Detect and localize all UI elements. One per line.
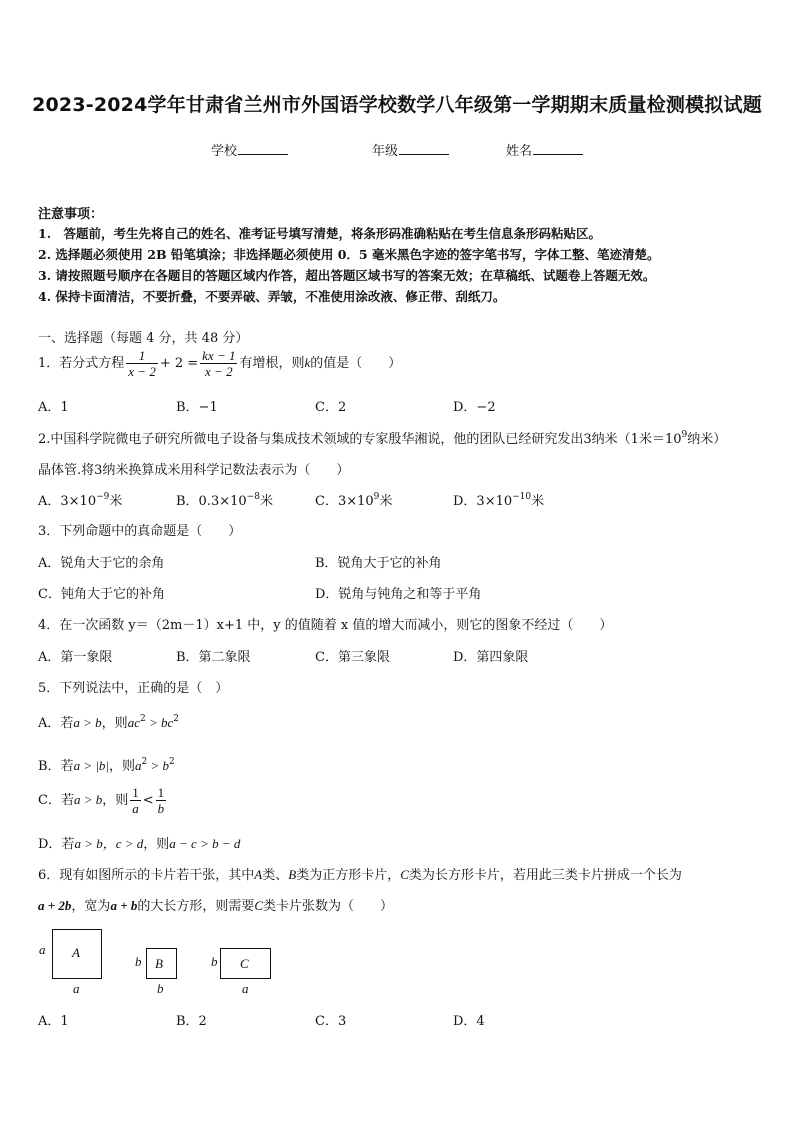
card-c-side-label: b <box>211 954 218 969</box>
q6-text-1: 6．现有如图所示的卡片若干张，其中 <box>38 868 255 883</box>
q5-b-result-2: > b <box>147 758 170 773</box>
q6-option-c[interactable]: C．3 <box>315 1014 347 1029</box>
q3-option-b[interactable]: B．锐角大于它的补角 <box>315 556 442 571</box>
q6-option-b[interactable]: B．2 <box>176 1014 207 1029</box>
q2-option-b[interactable] <box>176 490 273 509</box>
q2-d-base: D．3×10 <box>453 494 513 509</box>
q5-d-then: ，则 <box>143 837 170 852</box>
card-b-label: B <box>155 956 163 971</box>
q5-a-prefix: A．若 <box>38 716 74 731</box>
grade-blank[interactable] <box>399 142 449 155</box>
q6-card-a-ref: A <box>254 867 263 882</box>
q1-frac1-numerator: 1 <box>126 348 158 364</box>
name-field[interactable] <box>506 140 583 159</box>
q1-suffix-2: 的值是（ ） <box>310 356 402 371</box>
q5-c-fraction-1 <box>130 785 141 816</box>
card-a-bottom-label: a <box>73 981 80 996</box>
q5-b-condition: a > |b| <box>73 758 109 773</box>
q2-d-exponent: −10 <box>512 492 532 502</box>
q5-c-less-than: < <box>142 793 154 808</box>
q5-c-den-1: a <box>132 801 139 816</box>
q1-option-c[interactable]: C．2 <box>315 400 347 415</box>
school-field[interactable] <box>211 140 288 159</box>
q5-c-den-2: b <box>157 801 165 816</box>
q5-c-then: ，则 <box>102 793 129 808</box>
notes-title: 注意事项： <box>38 207 104 222</box>
q6-card-c-ref-2: C <box>254 898 264 913</box>
q2-b-exponent: −8 <box>246 492 260 502</box>
q6-text-6: 的大长方形，则需要 <box>137 899 255 914</box>
q1-frac2-numerator: kx − 1 <box>202 348 236 363</box>
card-b-side-label: b <box>135 954 142 969</box>
q1-option-a[interactable]: A．1 <box>38 400 69 415</box>
q1-mid: + 2 = <box>159 356 199 371</box>
q2-exponent: 9 <box>681 430 688 440</box>
q5-a-result-2: > bc <box>145 715 174 730</box>
note-item: 4. 保持卡面清洁，不要折叠，不要弄破、弄皱，不准使用涂改液、修正带、刮纸刀。 <box>38 289 506 304</box>
q2-a-exponent: −9 <box>96 492 110 502</box>
q2-option-a[interactable] <box>38 490 122 509</box>
q5-b-exp-1: 2 <box>141 757 148 767</box>
q5-d-condition: a > b，c > d <box>74 836 144 851</box>
q5-option-c[interactable] <box>38 785 168 816</box>
note-item: 3. 请按照题号顺序在各题目的答题区域内作答，超出答题区域书写的答案无效；在草稿纸、试题卷上答题无效。 <box>38 268 656 283</box>
q1-fraction-1 <box>126 348 158 379</box>
q4-option-b[interactable]: B．第二象限 <box>176 650 251 665</box>
q1-frac1-denominator: x − 2 <box>128 364 156 379</box>
grade-label: 年级 <box>372 144 399 159</box>
name-label: 姓名 <box>506 144 533 159</box>
q5-option-d[interactable] <box>38 833 240 852</box>
q3-option-c[interactable]: C．钝角大于它的补角 <box>38 587 165 602</box>
card-a-side-label: a <box>39 942 46 957</box>
q6-card-b-ref: B <box>288 867 297 882</box>
q2-c-exponent: 9 <box>373 492 380 502</box>
q1-option-b[interactable]: B．−1 <box>176 400 218 415</box>
card-c-bottom-label: a <box>242 981 249 996</box>
section-heading: 一、选择题（每题 4 分，共 48 分） <box>38 331 249 346</box>
question-2-line-1 <box>38 428 726 447</box>
q3-option-d[interactable]: D．锐角与钝角之和等于平角 <box>315 587 482 602</box>
q5-c-fraction-2 <box>156 785 167 816</box>
q6-width-expr: a + b <box>110 898 138 913</box>
grade-field[interactable] <box>372 140 449 159</box>
q4-option-a[interactable]: A．第一象限 <box>38 650 113 665</box>
card-a-label: A <box>72 945 80 960</box>
q4-option-c[interactable]: C．第三象限 <box>315 650 390 665</box>
q5-option-a[interactable] <box>38 712 179 731</box>
note-item: 1. 答题前，考生先将自己的姓名、准考证号填写清楚，将条形码准确粘贴在考生信息条形码粘贴区。 <box>38 226 602 241</box>
q5-option-b[interactable] <box>38 755 175 774</box>
q5-d-prefix: D．若 <box>38 837 75 852</box>
q5-a-result: ac <box>127 715 140 730</box>
q6-option-a[interactable]: A．1 <box>38 1014 69 1029</box>
q1-prefix: 1．若分式方程 <box>38 356 125 371</box>
q5-b-result: a <box>135 758 142 773</box>
q2-option-d[interactable] <box>453 490 544 509</box>
q2-b-base: B．0.3×10 <box>176 494 247 509</box>
q5-a-exp-1: 2 <box>139 714 146 724</box>
q5-b-exp-2: 2 <box>169 757 175 767</box>
q5-c-condition: a > b <box>73 792 103 807</box>
q6-text-3: 类为正方形卡片， <box>296 868 401 883</box>
school-label: 学校 <box>211 144 238 159</box>
q6-length-expr: a + 2b <box>38 898 72 913</box>
question-5: 5．下列说法中，正确的是（ ） <box>38 681 229 696</box>
q5-d-result: a − c > b − d <box>169 836 241 851</box>
q2-a-base: A．3×10 <box>38 494 97 509</box>
q1-frac2-denominator: x − 2 <box>205 364 233 379</box>
question-4: 4．在一次函数 y＝（2m－1）x+1 中，y 的值随着 x 值的增大而减小，则它的图象不经过（ ） <box>38 618 613 633</box>
q6-option-d[interactable]: D．4 <box>453 1014 485 1029</box>
question-3: 3．下列命题中的真命题是（ ） <box>38 524 242 539</box>
question-6-line-2 <box>38 895 393 914</box>
school-blank[interactable] <box>238 142 288 155</box>
q5-b-then: ，则 <box>108 759 135 774</box>
question-6-line-1 <box>38 864 682 883</box>
q2-a-unit: 米 <box>109 494 123 509</box>
q5-b-prefix: B．若 <box>38 759 74 774</box>
q5-a-then: ，则 <box>101 716 128 731</box>
q1-fraction-2 <box>200 348 237 379</box>
q5-a-condition: a > b <box>73 715 102 730</box>
q2-c-base: C．3×10 <box>315 494 374 509</box>
q6-text-4: 类为长方形卡片，若用此三类卡片拼成一个长为 <box>408 868 682 883</box>
name-blank[interactable] <box>533 142 583 155</box>
q6-text-2: 类、 <box>262 868 289 883</box>
q1-variable: k <box>304 355 311 370</box>
q5-c-num-2: 1 <box>157 785 165 800</box>
q2-c-unit: 米 <box>379 494 393 509</box>
question-2-line-2: 晶体管.将3纳米换算成米用科学记数法表示为（ ） <box>38 463 350 478</box>
page-title: 2023-2024学年甘肃省兰州市外国语学校数学八年级第一学期期末质量检测模拟试题 <box>32 94 762 116</box>
question-1 <box>38 348 401 379</box>
card-c-label: C <box>240 956 249 971</box>
q5-c-num-1: 1 <box>132 785 139 800</box>
q2-text-end: 纳米） <box>687 432 727 447</box>
note-item: 2. 选择题必须使用 2B 铅笔填涂；非选择题必须使用 0．5 毫米黑色字迹的签字笔书写，字体工整、笔迹清楚。 <box>38 247 660 262</box>
q4-option-d[interactable]: D．第四象限 <box>453 650 529 665</box>
q6-text-5: ，宽为 <box>71 899 111 914</box>
q2-d-unit: 米 <box>531 494 545 509</box>
q6-card-c-ref: C <box>400 867 409 882</box>
q5-c-prefix: C．若 <box>38 793 74 808</box>
q1-option-d[interactable]: D．−2 <box>453 400 496 415</box>
q3-option-a[interactable]: A．锐角大于它的余角 <box>38 556 165 571</box>
q1-suffix: 有增根，则 <box>239 356 305 371</box>
q2-option-c[interactable] <box>315 490 392 509</box>
card-b-bottom-label: b <box>157 981 164 996</box>
q6-text-7: 类卡片张数为（ ） <box>263 899 394 914</box>
q5-a-exp-2: 2 <box>173 714 179 724</box>
q2-text: 2.中国科学院微电子研究所微电子设备与集成技术领域的专家殷华湘说，他的团队已经研究发出3纳米（1米＝10 <box>38 432 682 447</box>
q2-b-unit: 米 <box>259 494 273 509</box>
